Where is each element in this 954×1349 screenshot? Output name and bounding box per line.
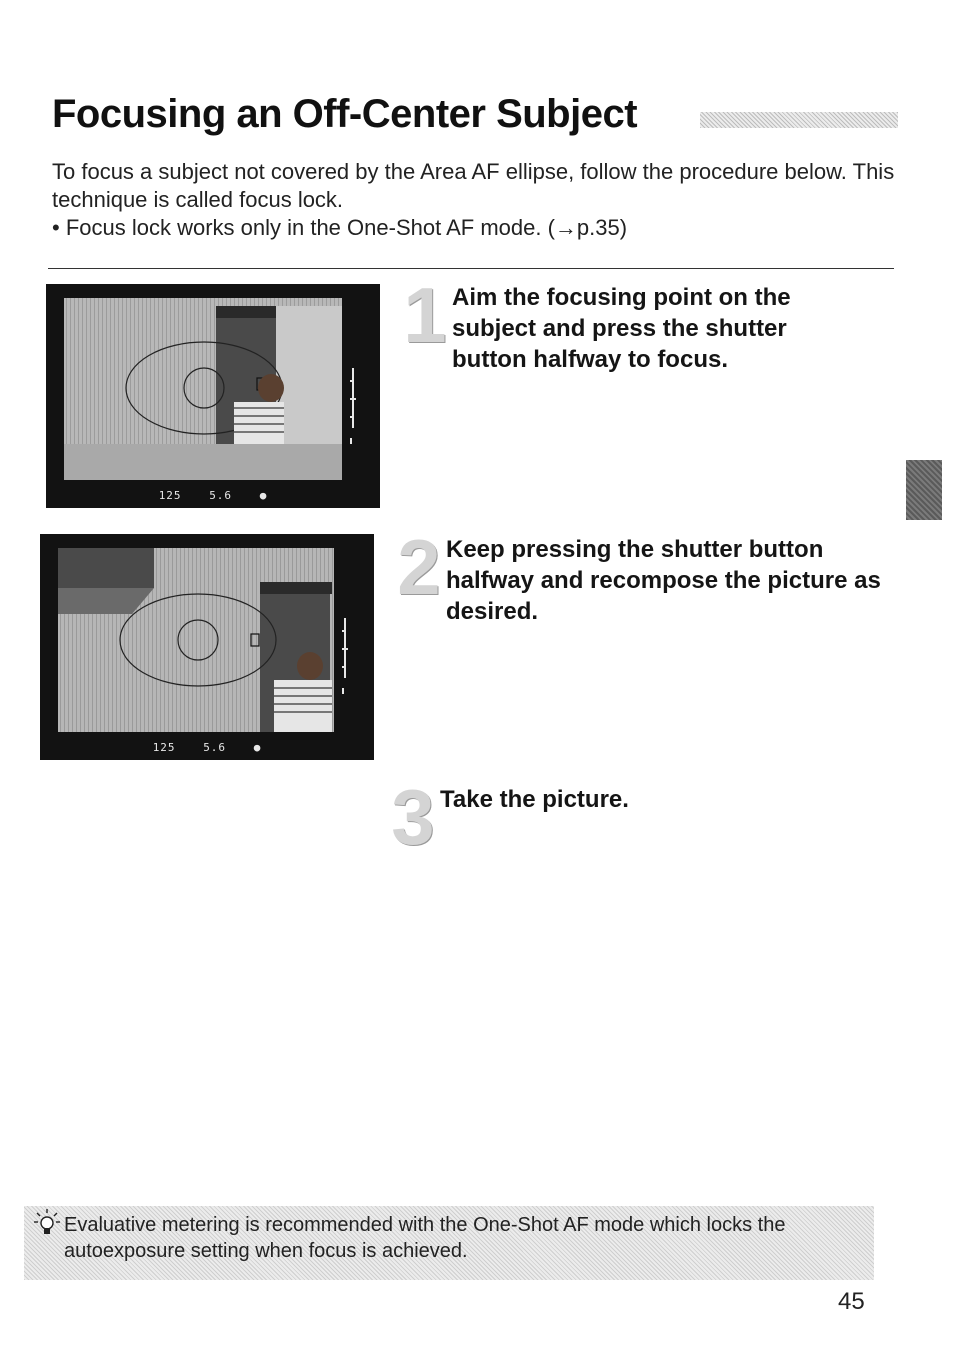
page-title: Focusing an Off-Center Subject: [52, 92, 638, 136]
lightbulb-icon: [32, 1208, 62, 1238]
focus-confirmation-dot: ●: [259, 489, 268, 502]
shutter-speed-value: 125: [158, 489, 182, 502]
step-number: 1: [403, 271, 447, 359]
viewfinder-image-step-2: [40, 534, 374, 760]
viewfinder-scene-2: [40, 534, 374, 760]
step-2: [392, 523, 882, 627]
step-number: 3: [391, 773, 435, 861]
title-decoration-bar: [700, 112, 898, 128]
viewfinder-image-step-1: [46, 284, 380, 508]
step-1: [398, 271, 848, 375]
intro-text: [52, 158, 902, 242]
step-instruction: Keep pressing the shutter button halfway and recompose the picture as desired.: [446, 536, 881, 625]
aperture-value: 5.6: [203, 741, 227, 754]
step-instruction: Take the picture.: [440, 786, 629, 813]
intro-bullet: • Focus lock works only in the One-Shot AF mode. (→p.35): [52, 215, 628, 240]
page-number: 45: [838, 1288, 865, 1315]
chapter-tab-marker: [906, 460, 942, 520]
viewfinder-readout: [40, 741, 374, 754]
tip-box: [24, 1206, 874, 1280]
shutter-speed-value: 125: [152, 741, 176, 754]
step-instruction: Aim the focusing point on the subject and press the shutter button halfway to focus.: [452, 284, 791, 373]
focus-confirmation-dot: ●: [253, 741, 262, 754]
section-divider: [48, 268, 894, 269]
aperture-value: 5.6: [209, 489, 233, 502]
viewfinder-readout: [46, 489, 380, 502]
tip-text: Evaluative metering is recommended with the One-Shot AF mode which locks the autoexposure setting when focus is achieved.: [64, 1214, 786, 1262]
intro-paragraph: To focus a subject not covered by the Area AF ellipse, follow the procedure below. This technique is called focus lock.: [52, 159, 895, 212]
step-3: [386, 773, 836, 861]
step-number: 2: [397, 523, 441, 611]
viewfinder-scene-1: [46, 284, 380, 508]
